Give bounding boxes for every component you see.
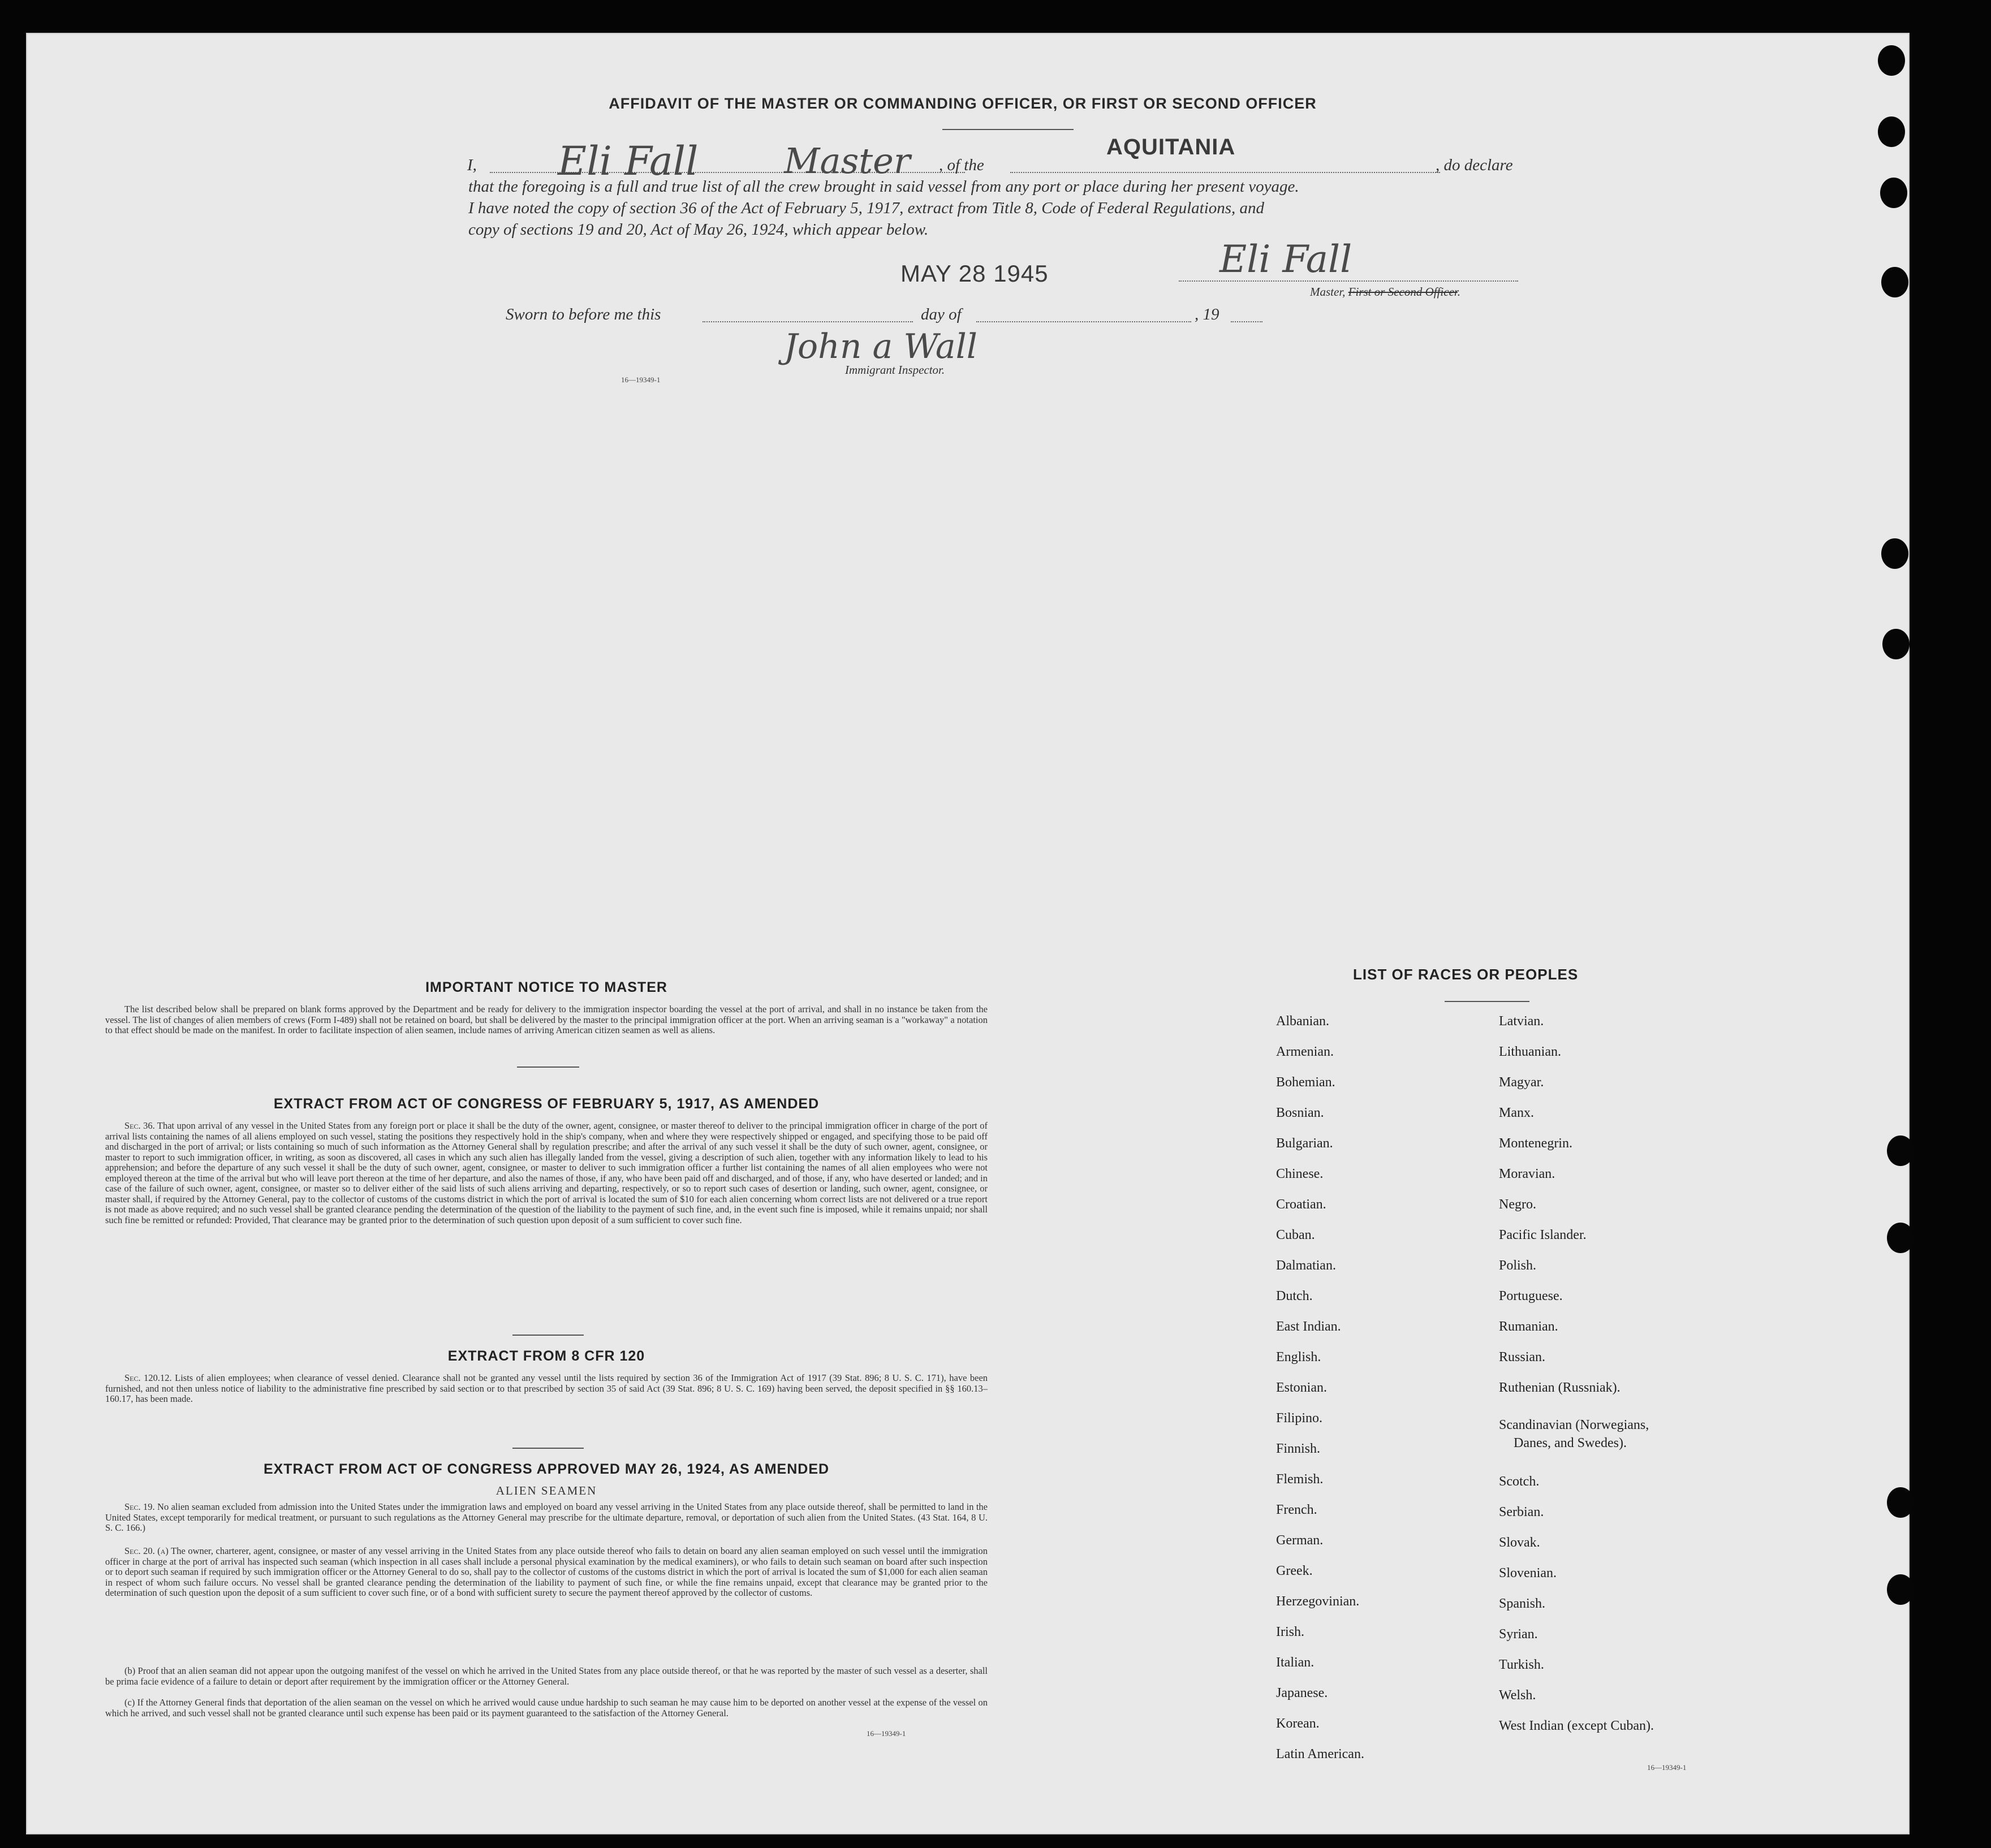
vessel-blank — [1010, 172, 1440, 173]
inspector-signature: John a Wall — [784, 327, 977, 366]
sworn-month-blank — [976, 321, 1191, 322]
race-item: Bulgarian. — [1276, 1136, 1333, 1151]
document-page — [26, 33, 1910, 1834]
race-item: Polish. — [1499, 1258, 1537, 1273]
race-item: Latvian. — [1499, 1014, 1544, 1029]
affidavit-prefix: I, — [467, 156, 477, 174]
notice-title: IMPORTANT NOTICE TO MASTER — [425, 979, 667, 995]
punch-hole — [1882, 629, 1910, 659]
race-item: Welsh. — [1499, 1688, 1536, 1703]
race-item: Spanish. — [1499, 1596, 1546, 1611]
race-item: Herzegovinian. — [1276, 1594, 1360, 1609]
affidavit-line-3: I have noted the copy of section 36 of the Act of February 5, 1917, extract from Title 8, Code of Federal Regulations, and — [468, 199, 1265, 217]
punch-hole — [1887, 1135, 1914, 1166]
race-item: Slovak. — [1499, 1535, 1540, 1550]
race-item: Latin American. — [1276, 1747, 1364, 1761]
extract-1924-title: EXTRACT FROM ACT OF CONGRESS APPROVED MAY 26, 1924, AS AMENDED — [263, 1461, 830, 1477]
master-label: Master, First or Second Officer. — [1310, 285, 1460, 299]
vessel-stamp: AQUITANIA — [1106, 135, 1236, 159]
race-item: Rumanian. — [1499, 1319, 1558, 1334]
race-item: Japanese. — [1276, 1686, 1328, 1700]
race-item: Filipino. — [1276, 1411, 1323, 1426]
form-number: 16—19349-1 — [1647, 1763, 1687, 1772]
race-item: Irish. — [1276, 1625, 1304, 1639]
race-item: Syrian. — [1499, 1627, 1538, 1642]
sworn-prefix: Sworn to before me this — [506, 305, 661, 323]
rank-handwriting: Master — [784, 140, 911, 182]
signer-handwriting: Eli Fall — [558, 138, 699, 184]
extract-1924-sec20b: (b) Proof that an alien seaman did not appear upon the outgoing manifest of the vessel on which he arrived in the United States from any place outside thereof, or that he was reported by the master of such vessel as a deserter, shall be prima facie evidence of a failure to detain or deport after requirement by the immigration officer or the Attorney General. — [105, 1665, 988, 1687]
extract-cfr-title: EXTRACT FROM 8 CFR 120 — [447, 1348, 645, 1364]
form-number: 16—19349-1 — [621, 375, 661, 384]
extract-1924-sec20c: (c) If the Attorney General finds that deportation of the alien seaman on the vessel on which he arrived would cause undue hardship to such seaman he may cause him to be deported on another vessel at the expense of the vessel on which he arrived, and such vessel shall not be granted clearance until such expense has been paid or its payment guaranteed to the satisfaction of the Attorney General. — [105, 1697, 988, 1719]
race-item: Moravian. — [1499, 1167, 1555, 1181]
punch-hole — [1887, 1223, 1914, 1253]
race-item: Magyar. — [1499, 1075, 1544, 1090]
punch-hole — [1887, 1574, 1914, 1605]
extract-cfr-body: Sec. 120.12. Lists of alien employees; when clearance of vessel denied. Clearance shall not be granted any vessel until the lists required by section 36 of the Immigration Act of 1917 (39 Stat. 896; 8 U. S. C. 171), have been furnished, and not then unless notice of liability to the administrative fine prescribed by said section or to that prescribed by section 35 of said Act (39 Stat. 896; 8 U. S. C. 169) having been served, the deposit specified in §§ 160.13–160.17, has been made. — [105, 1372, 988, 1404]
race-item: Albanian. — [1276, 1014, 1329, 1029]
race-item: Russian. — [1499, 1350, 1546, 1365]
race-item: Bosnian. — [1276, 1106, 1324, 1120]
race-item: Chinese. — [1276, 1167, 1324, 1181]
race-item: Finnish. — [1276, 1441, 1321, 1456]
title-rule — [942, 129, 1074, 130]
affidavit-declare: , do declare — [1436, 156, 1513, 174]
race-item: Korean. — [1276, 1716, 1320, 1731]
extract-1924-sec19: Sec. 19. No alien seaman excluded from admission into the United States under the immigration laws and employed on board any vessel arriving in the United States from any place outside thereof, shall be permitted to land in the United States, except temporarily for medical treatment, or pursuant to such regulations as the Attorney General may prescribe for the ultimate departure, removal, or deportation of such alien from the United States. (43 Stat. 164, 8 U. S. C. 166.) — [105, 1501, 988, 1533]
races-title: LIST OF RACES OR PEOPLES — [1353, 966, 1579, 983]
sworn-year: , 19 — [1195, 305, 1219, 323]
race-item: Scotch. — [1499, 1474, 1540, 1489]
punch-hole — [1887, 1487, 1914, 1518]
race-item: Estonian. — [1276, 1380, 1327, 1395]
race-item: Greek. — [1276, 1564, 1313, 1578]
race-item: Pacific Islander. — [1499, 1228, 1587, 1242]
master-signature-line — [1179, 280, 1518, 282]
punch-hole — [1881, 267, 1908, 297]
section-rule — [512, 1448, 584, 1449]
race-item: French. — [1276, 1502, 1317, 1517]
race-item: Slovenian. — [1499, 1566, 1557, 1581]
race-item: Flemish. — [1276, 1472, 1324, 1487]
race-item: Croatian. — [1276, 1197, 1326, 1212]
race-item: Dutch. — [1276, 1289, 1313, 1303]
sworn-day: day of — [921, 305, 962, 323]
date-stamp: MAY 28 1945 — [900, 260, 1049, 287]
race-item: Negro. — [1499, 1197, 1536, 1212]
race-item: Turkish. — [1499, 1657, 1544, 1672]
race-item: Armenian. — [1276, 1044, 1334, 1059]
punch-hole — [1881, 538, 1908, 569]
inspector-label: Immigrant Inspector. — [845, 363, 945, 377]
race-item: Montenegrin. — [1499, 1136, 1572, 1151]
races-rule — [1445, 1001, 1529, 1002]
race-item: English. — [1276, 1350, 1321, 1365]
extract-1924-sec20a: Sec. 20. (a) The owner, charterer, agent, consignee, or master of any vessel arriving in the United States from any place outside thereof who fails to detain on board any alien seaman employed on such vessel until the immigration officer in charge at the port of arrival has inspected such seaman (which inspection in all cases shall include a personal physical examination by the medical examiners), or who fails to detain such seaman on board after such inspection or to deport such seaman if required by such immigration officer or the Attorney General to do so, shall pay to the collector of customs of the customs district in which the port of arrival is located the sum of $1,000 for each alien seaman in respect of whom such failure occurs. No vessel shall be granted clearance pending the determination of the liability to payment of such fine, or while the fine remains unpaid, except that clearance may be granted prior to the determination of such question upon the deposit of a sum sufficient to cover such fine, or of a bond with sufficient surety to secure the payment thereof approved by the collector of customs. — [105, 1545, 988, 1598]
race-item: Portuguese. — [1499, 1289, 1563, 1303]
race-item: West Indian (except Cuban). — [1499, 1719, 1654, 1733]
affidavit-line-2: that the foregoing is a full and true list of all the crew brought in said vessel from any port or place during her present voyage. — [468, 178, 1299, 196]
affidavit-title: AFFIDAVIT OF THE MASTER OR COMMANDING OFFICER, OR FIRST OR SECOND OFFICER — [609, 95, 1317, 112]
race-item: Manx. — [1499, 1106, 1534, 1120]
race-item: Scandinavian (Norwegians, — [1499, 1418, 1649, 1432]
affidavit-line-4: copy of sections 19 and 20, Act of May 26, 1924, which appear below. — [468, 221, 929, 239]
race-item: German. — [1276, 1533, 1324, 1548]
race-item: Dalmatian. — [1276, 1258, 1336, 1273]
affidavit-of-the: , of the — [939, 156, 984, 174]
race-item: East Indian. — [1276, 1319, 1341, 1334]
extract-1917-body: Sec. 36. That upon arrival of any vessel in the United States from any foreign port or place it shall be the duty of the owner, agent, consignee, or master thereof to deliver to the principal immigration officer in charge of the port of arrival lists containing the names of all aliens employed on such vessel, stating the positions they respectively hold in the ship's company, when and where they were respectively shipped or engaged, and specifying those to be paid off and discharged in the port of arrival; or lists containing so much of such information as the Attorney General shall by regulation prescribe; and after the arrival of any such vessel it shall be the duty of such owner, agent, consignee, or master to report to such immigration officer, in writing, as soon as discovered, all cases in which any such alien has illegally landed from the vessel, giving a description of such alien, together with any information likely to lead to his apprehension; and before the departure of any such vessel it shall be the duty of such owner, agent, consignee, or master to deliver to such immigration officer a further list containing the names of all alien employees who were not employed thereon at the time of the arrival but who will leave port thereon at the time of her departure, and also the names of those, if any, who have been paid off and discharged, and of those, if any, who have deserted or landed; and in case of the failure of such owner, agent, consignee, or master so to deliver either of the said lists of such aliens arriving and departing, respectively, or so to report such cases of desertion or landing, such owner, agent, consignee, or master shall, if required by the Attorney General, pay to the collector of customs of the customs district in which the port of arrival is located the sum of $10 for each alien concerning whom correct lists are not delivered or a true report is not made as above required; and no such vessel shall be granted clearance pending the determination of the question of the liability to the payment of such fine, and, in the event such fine is imposed, while it remains unpaid; nor shall such fine be remitted or refunded: Provided, That clearance may be granted prior to the determination of such question upon deposit of a sum sufficient to cover such fine. — [105, 1120, 988, 1225]
section-rule — [512, 1335, 584, 1336]
notice-body: The list described below shall be prepared on blank forms approved by the Department and be ready for delivery to the immigration inspector boarding the vessel at the port of arrival, and shall in no instance be taken from the vessel. The list of changes of alien members of crews (Form I-489) shall not be retained on board, but shall be delivered by the master to the principal immigration officer at the port. When an arriving seaman is a "workaway" a notation to that effect should be made on the manifest. In order to facilitate inspection of alien seamen, include names of arriving American citizen seamen as well as aliens. — [105, 1004, 988, 1035]
punch-hole — [1880, 178, 1907, 208]
form-number: 16—19349-1 — [867, 1729, 906, 1738]
race-item: Lithuanian. — [1499, 1044, 1561, 1059]
alien-seamen-subtitle: ALIEN SEAMEN — [495, 1484, 597, 1497]
race-item: Ruthenian (Russniak). — [1499, 1380, 1621, 1395]
extract-1917-title: EXTRACT FROM ACT OF CONGRESS OF FEBRUARY 5, 1917, AS AMENDED — [273, 1096, 820, 1112]
race-item: Bohemian. — [1276, 1075, 1335, 1090]
master-signature: Eli Fall — [1219, 238, 1352, 281]
section-rule — [517, 1067, 579, 1068]
race-item: Italian. — [1276, 1655, 1315, 1670]
punch-hole — [1878, 116, 1905, 147]
punch-hole — [1878, 45, 1905, 76]
race-item: Serbian. — [1499, 1505, 1544, 1519]
race-item: Cuban. — [1276, 1228, 1315, 1242]
sworn-day-blank — [703, 321, 913, 322]
sworn-year-blank — [1231, 321, 1262, 322]
race-item: Danes, and Swedes). — [1514, 1436, 1627, 1450]
